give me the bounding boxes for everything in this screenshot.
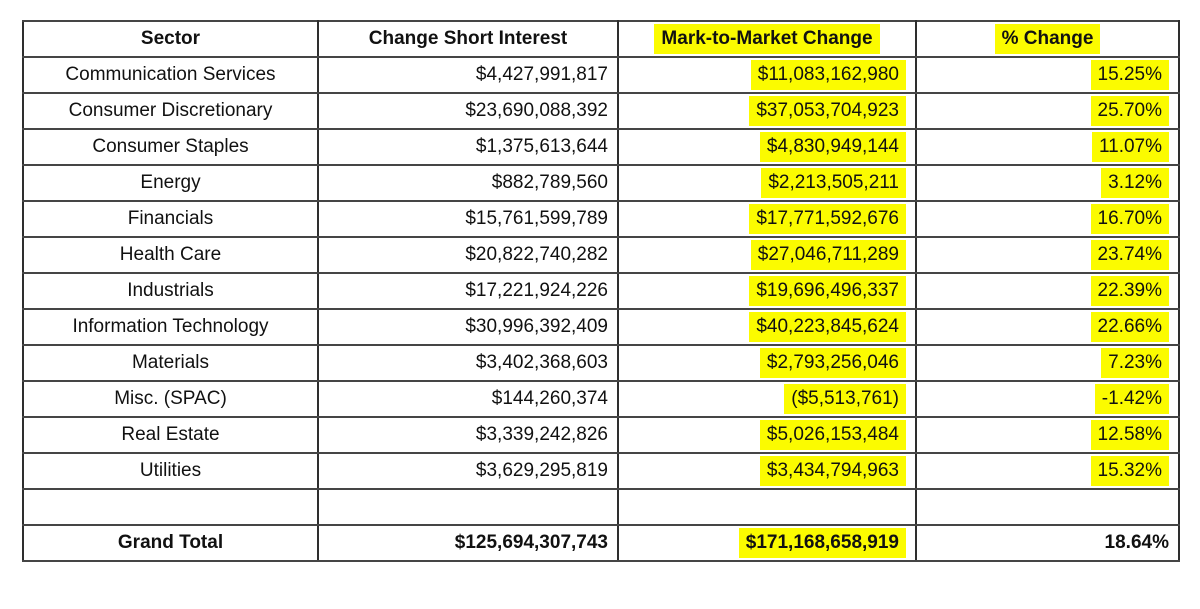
- cell-change-short-interest: [318, 309, 618, 345]
- cell-change-short-interest-value: $3,339,242,826: [475, 424, 608, 445]
- cell-mark-to-market-change-value: $4,830,949,144: [760, 132, 906, 163]
- cell-pct-change: [916, 525, 1179, 561]
- cell-change-short-interest-value: $3,629,295,819: [475, 460, 608, 481]
- cell-pct-change: [916, 201, 1179, 237]
- cell-mark-to-market-change: [618, 237, 916, 273]
- cell-pct-change: [916, 273, 1179, 309]
- column-header-label: Change Short Interest: [368, 28, 568, 49]
- cell-change-short-interest: [318, 93, 618, 129]
- cell-sector-value: Consumer Staples: [92, 136, 249, 157]
- cell-sector-value: Financials: [127, 208, 214, 229]
- cell-sector-value: Materials: [131, 352, 210, 373]
- cell-mark-to-market-change-value: $2,793,256,046: [760, 348, 906, 379]
- cell-change-short-interest-value: $23,690,088,392: [465, 100, 608, 121]
- spacer-row: [23, 489, 1179, 525]
- sector-data-table: [22, 20, 1180, 562]
- cell-sector-value: Industrials: [127, 280, 214, 301]
- cell-change-short-interest: [318, 57, 618, 93]
- grand-total-row: [23, 525, 1179, 561]
- table-row: [23, 237, 1179, 273]
- cell-mark-to-market-change-value: $2,213,505,211: [761, 168, 906, 199]
- cell-mark-to-market-change: [618, 345, 916, 381]
- column-header-label: Mark-to-Market Change: [654, 24, 879, 55]
- short-interest-table: [22, 20, 1180, 562]
- cell-mark-to-market-change: [618, 525, 916, 561]
- cell-mark-to-market-change-value: $5,026,153,484: [760, 420, 906, 451]
- cell-change-short-interest: [318, 345, 618, 381]
- cell-mark-to-market-change-value: $37,053,704,923: [749, 96, 906, 127]
- header-row: [23, 21, 1179, 57]
- cell-sector: [23, 201, 318, 237]
- table-row: [23, 57, 1179, 93]
- cell-pct-change-value: 15.25%: [1091, 60, 1169, 91]
- cell-change-short-interest: [318, 525, 618, 561]
- cell-sector-value: Real Estate: [121, 424, 220, 445]
- cell-sector: [23, 453, 318, 489]
- cell-change-short-interest: [318, 489, 618, 525]
- cell-mark-to-market-change: [618, 417, 916, 453]
- cell-mark-to-market-change-value: $40,223,845,624: [749, 312, 906, 343]
- table-row: [23, 417, 1179, 453]
- cell-change-short-interest-value: $17,221,924,226: [465, 280, 608, 301]
- cell-change-short-interest: [318, 381, 618, 417]
- cell-pct-change: [916, 417, 1179, 453]
- cell-sector-value: Consumer Discretionary: [68, 100, 273, 121]
- column-header-change-short-interest: [318, 21, 618, 57]
- cell-pct-change: [916, 309, 1179, 345]
- cell-pct-change: [916, 129, 1179, 165]
- cell-pct-change-value: 23.74%: [1091, 240, 1169, 271]
- cell-mark-to-market-change: [618, 489, 916, 525]
- column-header-change: [916, 21, 1179, 57]
- cell-change-short-interest: [318, 129, 618, 165]
- column-header-label: Sector: [140, 28, 201, 49]
- cell-mark-to-market-change-value: $19,696,496,337: [749, 276, 906, 307]
- cell-pct-change-value: 16.70%: [1091, 204, 1169, 235]
- cell-sector: [23, 309, 318, 345]
- cell-sector: [23, 93, 318, 129]
- cell-change-short-interest-value: $20,822,740,282: [465, 244, 608, 265]
- cell-change-short-interest: [318, 417, 618, 453]
- cell-pct-change: [916, 237, 1179, 273]
- cell-sector-value: Grand Total: [117, 532, 224, 553]
- cell-mark-to-market-change: [618, 129, 916, 165]
- cell-sector: [23, 129, 318, 165]
- cell-pct-change-value: 18.64%: [1104, 532, 1169, 553]
- cell-sector: [23, 237, 318, 273]
- cell-sector-value: Utilities: [139, 460, 202, 481]
- table-row: [23, 273, 1179, 309]
- table-row: [23, 309, 1179, 345]
- cell-change-short-interest-value: $144,260,374: [491, 388, 608, 409]
- cell-mark-to-market-change-value: $17,771,592,676: [749, 204, 906, 235]
- cell-mark-to-market-change: [618, 93, 916, 129]
- cell-pct-change-value: 22.66%: [1091, 312, 1169, 343]
- table-row: [23, 93, 1179, 129]
- cell-pct-change: [916, 345, 1179, 381]
- cell-pct-change-value: 15.32%: [1091, 456, 1169, 487]
- cell-sector: [23, 489, 318, 525]
- cell-change-short-interest-value: $15,761,599,789: [465, 208, 608, 229]
- table-row: [23, 381, 1179, 417]
- cell-mark-to-market-change: [618, 57, 916, 93]
- cell-mark-to-market-change: [618, 453, 916, 489]
- cell-sector-value: Energy: [140, 172, 201, 193]
- column-header-mark-to-market-change: [618, 21, 916, 57]
- cell-pct-change: [916, 453, 1179, 489]
- cell-sector: [23, 381, 318, 417]
- column-header-label: % Change: [995, 24, 1101, 55]
- cell-pct-change-value: 11.07%: [1092, 132, 1169, 163]
- cell-sector-value: Misc. (SPAC): [114, 388, 227, 409]
- cell-sector: [23, 525, 318, 561]
- table-row: [23, 165, 1179, 201]
- cell-change-short-interest: [318, 165, 618, 201]
- cell-sector: [23, 273, 318, 309]
- cell-sector-value: Health Care: [119, 244, 222, 265]
- cell-sector-value: Information Technology: [72, 316, 269, 337]
- cell-sector: [23, 417, 318, 453]
- cell-sector: [23, 345, 318, 381]
- cell-change-short-interest: [318, 453, 618, 489]
- cell-pct-change: [916, 165, 1179, 201]
- cell-mark-to-market-change-value: ($5,513,761): [784, 384, 906, 415]
- cell-change-short-interest: [318, 237, 618, 273]
- cell-change-short-interest-value: $3,402,368,603: [475, 352, 608, 373]
- cell-sector-value: Communication Services: [65, 64, 276, 85]
- cell-pct-change-value: 3.12%: [1101, 168, 1169, 199]
- cell-sector: [23, 165, 318, 201]
- cell-change-short-interest-value: $125,694,307,743: [454, 532, 608, 553]
- table-row: [23, 345, 1179, 381]
- cell-change-short-interest-value: $30,996,392,409: [465, 316, 608, 337]
- table-body: [23, 57, 1179, 561]
- cell-pct-change-value: 12.58%: [1091, 420, 1169, 451]
- cell-change-short-interest-value: $1,375,613,644: [475, 136, 608, 157]
- table-row: [23, 129, 1179, 165]
- cell-pct-change-value: -1.42%: [1095, 384, 1169, 415]
- cell-mark-to-market-change: [618, 201, 916, 237]
- column-header-sector: [23, 21, 318, 57]
- cell-change-short-interest-value: $882,789,560: [491, 172, 608, 193]
- cell-mark-to-market-change-value: $171,168,658,919: [739, 528, 906, 559]
- cell-mark-to-market-change: [618, 309, 916, 345]
- cell-mark-to-market-change-value: $11,083,162,980: [751, 60, 906, 91]
- cell-mark-to-market-change: [618, 273, 916, 309]
- cell-change-short-interest-value: $4,427,991,817: [475, 64, 608, 85]
- table-row: [23, 201, 1179, 237]
- cell-change-short-interest: [318, 201, 618, 237]
- cell-sector: [23, 57, 318, 93]
- cell-change-short-interest: [318, 273, 618, 309]
- cell-mark-to-market-change-value: $3,434,794,963: [760, 456, 906, 487]
- cell-pct-change-value: 25.70%: [1091, 96, 1169, 127]
- cell-mark-to-market-change: [618, 381, 916, 417]
- cell-pct-change: [916, 93, 1179, 129]
- cell-pct-change: [916, 57, 1179, 93]
- cell-pct-change-value: 22.39%: [1091, 276, 1169, 307]
- table-row: [23, 453, 1179, 489]
- cell-mark-to-market-change-value: $27,046,711,289: [751, 240, 906, 271]
- cell-mark-to-market-change: [618, 165, 916, 201]
- cell-pct-change: [916, 489, 1179, 525]
- cell-pct-change: [916, 381, 1179, 417]
- cell-pct-change-value: 7.23%: [1101, 348, 1169, 379]
